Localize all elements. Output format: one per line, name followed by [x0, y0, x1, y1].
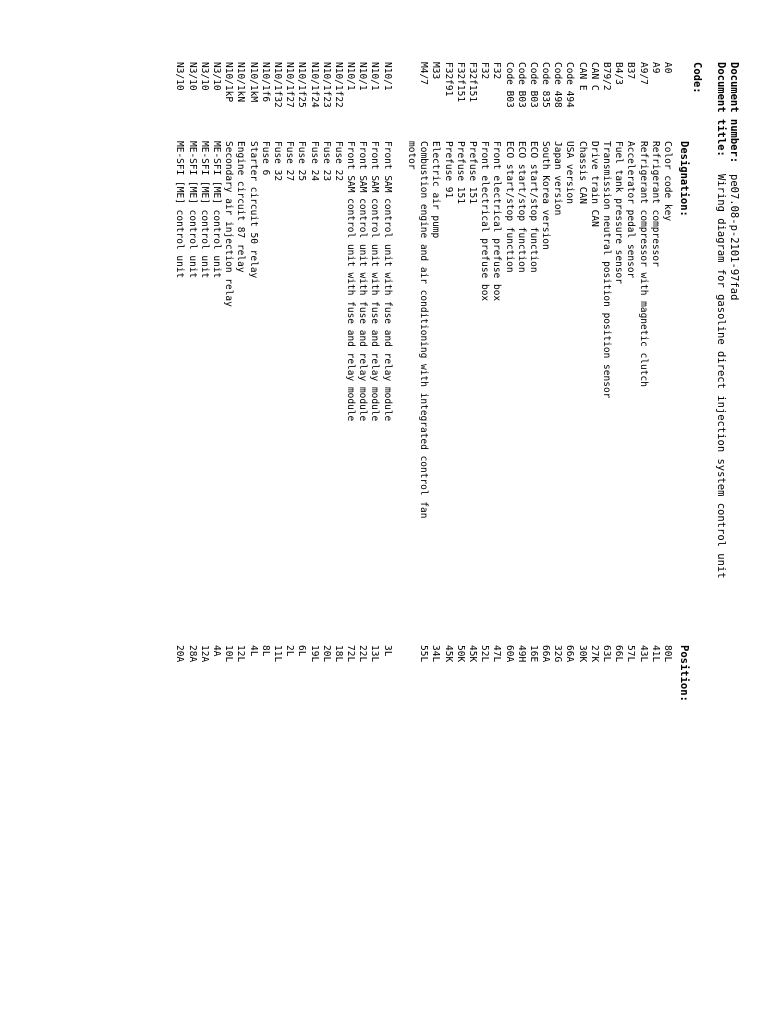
position-cell: 45K — [442, 645, 454, 663]
position-cell: 43L — [637, 645, 649, 663]
document-title-row — [714, 62, 727, 579]
position-cell: 80L — [662, 645, 673, 663]
position-cell: 60A — [503, 645, 515, 663]
table-row — [612, 0, 624, 1024]
designation-cell: Color code key — [662, 141, 673, 222]
position-cell: 16E — [527, 645, 539, 663]
designation-cell: Fuse 32 — [272, 141, 283, 182]
code-column-header: Code: — [691, 62, 703, 94]
designation-cell: Transmission neutral position position sensor — [601, 141, 613, 399]
document-number-row — [727, 62, 740, 300]
code-cell: Code B03 — [515, 62, 527, 108]
designation-cell: Starter circuit 50 relay — [247, 141, 259, 279]
table-row — [344, 0, 356, 1024]
table-row — [320, 0, 332, 1024]
position-cell: 2L — [284, 645, 296, 657]
code-cell: Code 835 — [540, 62, 552, 108]
table-row — [307, 0, 319, 1024]
position-column-header: Position: — [678, 645, 690, 702]
designation-cell: Fuse 23 — [320, 141, 332, 182]
table-row — [198, 0, 210, 1024]
position-cell: 20A — [174, 645, 186, 663]
designation-column-header: Designation: — [678, 141, 690, 217]
designation-cell: Fuse 6 — [259, 141, 271, 176]
code-cell: N10/1kP — [223, 62, 235, 103]
designation-cell: Front electrical prefuse box — [491, 141, 503, 302]
document-title-label: Document title: — [715, 62, 727, 157]
code-cell: N10/1 — [345, 62, 357, 91]
position-cell: 30K — [576, 645, 588, 663]
position-cell: 47L — [491, 645, 503, 663]
table-row — [210, 0, 222, 1024]
table-row — [466, 0, 478, 1024]
position-cell: 72L — [345, 645, 357, 663]
table-row — [441, 0, 453, 1024]
designation-cell: Accelerator pedal sensor — [625, 141, 637, 279]
code-cell: N10/1f23 — [320, 62, 332, 108]
designation-cell: ECO start/stop function — [527, 141, 539, 273]
position-cell: 19L — [308, 645, 320, 663]
position-cell: 57L — [625, 645, 637, 663]
position-cell: 32G — [552, 645, 564, 663]
position-cell: 66L — [613, 645, 625, 663]
code-cell: N3/10 — [198, 62, 210, 91]
document-title-value: Wiring diagram for gasoline direct injection system control unit — [715, 174, 727, 579]
legend-table — [173, 0, 673, 1024]
table-row — [490, 0, 502, 1024]
table-row — [283, 0, 295, 1024]
position-cell: 3L — [381, 645, 393, 657]
position-cell: 6L — [296, 645, 308, 657]
designation-cell: Front SAM control unit with fuse and relay module — [345, 141, 357, 422]
code-cell: B37 — [625, 62, 637, 80]
code-cell: A9/7 — [637, 62, 649, 85]
table-row — [454, 0, 466, 1024]
table-row — [295, 0, 307, 1024]
code-cell: N10/1 — [357, 62, 369, 91]
code-cell: M4/7 — [418, 62, 430, 85]
code-cell: N10/1kN — [235, 62, 247, 103]
position-cell: 66A — [540, 645, 552, 663]
code-cell: Code B03 — [503, 62, 515, 108]
table-row — [649, 0, 661, 1024]
designation-cell: Fuse 27 — [284, 141, 296, 182]
designation-cell: Front SAM control unit with fuse and relay module — [369, 141, 381, 422]
position-cell: 52L — [479, 645, 491, 663]
code-cell: Code 498 — [552, 62, 564, 108]
code-cell: N10/1f6 — [259, 62, 271, 103]
position-cell: 4A — [211, 645, 223, 657]
table-row — [368, 0, 380, 1024]
code-cell: A0 — [662, 62, 673, 74]
designation-cell: Drive train CAN — [588, 141, 600, 227]
position-cell: 63L — [601, 645, 613, 663]
position-cell: 22L — [357, 645, 369, 663]
designation-cell: motor — [406, 141, 418, 170]
designation-cell: Combustion engine and air conditioning with integrated control fan — [418, 141, 430, 519]
designation-cell: Fuse 25 — [296, 141, 308, 182]
document-number-label: Document number: — [728, 62, 740, 164]
position-cell: 8L — [259, 645, 271, 657]
table-row — [502, 0, 514, 1024]
designation-cell: ECO start/stop function — [503, 141, 515, 273]
code-cell: N10/1f27 — [284, 62, 296, 108]
designation-cell: Engine circuit 87 relay — [235, 141, 247, 273]
designation-cell: ME-SFI [ME] control unit — [186, 141, 198, 279]
code-cell: F32 — [479, 62, 491, 80]
table-row — [636, 0, 648, 1024]
designation-cell: Refrigerant compressor with magnetic clutch — [637, 141, 649, 387]
position-cell: 50K — [454, 645, 466, 663]
table-row — [429, 0, 441, 1024]
position-cell: 66A — [564, 645, 576, 663]
designation-cell: Prefuse 151 — [454, 141, 466, 204]
position-cell: 11L — [272, 645, 283, 663]
code-cell: Code B03 — [527, 62, 539, 108]
table-row — [588, 0, 600, 1024]
designation-cell: ME-SFI [ME] control unit — [174, 141, 186, 279]
position-cell: 49H — [515, 645, 527, 663]
designation-cell: Prefuse 151 — [467, 141, 478, 204]
table-row — [417, 0, 429, 1024]
designation-cell: Electric air pump — [430, 141, 442, 239]
table-row — [356, 0, 368, 1024]
table-row — [222, 0, 234, 1024]
designation-cell: Front electrical prefuse box — [479, 141, 491, 302]
code-cell: N10/1f24 — [308, 62, 320, 108]
position-cell: 34L — [430, 645, 442, 663]
designation-cell: Secondary air injection relay — [223, 141, 235, 307]
position-cell: 18L — [332, 645, 344, 663]
code-cell: N10/1kM — [247, 62, 259, 103]
designation-cell: Fuse 22 — [332, 141, 344, 182]
code-cell: N10/1f32 — [272, 62, 283, 108]
code-cell: F32f151 — [454, 62, 466, 103]
position-cell: 12L — [235, 645, 247, 663]
table-row — [600, 0, 612, 1024]
table-row — [576, 0, 588, 1024]
designation-cell: ME-SFI [ME] control unit — [211, 141, 223, 279]
table-row — [405, 0, 417, 1024]
designation-cell: Front SAM control unit with fuse and relay module — [381, 141, 393, 422]
code-cell: F32 — [491, 62, 503, 80]
designation-cell: Fuse 24 — [308, 141, 320, 182]
position-cell: 45K — [467, 645, 478, 663]
code-cell: N3/10 — [211, 62, 223, 91]
code-cell: B79/2 — [601, 62, 613, 91]
code-cell: M33 — [430, 62, 442, 80]
table-row — [478, 0, 490, 1024]
table-row — [551, 0, 563, 1024]
code-cell: F32f151 — [467, 62, 478, 103]
table-row — [259, 0, 271, 1024]
position-cell: 13L — [369, 645, 381, 663]
table-row — [234, 0, 246, 1024]
table-row — [246, 0, 258, 1024]
code-cell: CAN E — [576, 62, 588, 91]
table-row — [271, 0, 283, 1024]
designation-cell: Refrigerant compressor — [649, 141, 661, 267]
table-row — [332, 0, 344, 1024]
table-row — [539, 0, 551, 1024]
code-cell: N3/10 — [186, 62, 198, 91]
designation-cell: South Korea version — [540, 141, 552, 250]
code-cell: A9 — [649, 62, 661, 74]
code-cell: N10/1f22 — [332, 62, 344, 108]
designation-cell: Japan version — [552, 141, 564, 216]
code-cell: B4/3 — [613, 62, 625, 85]
table-row — [527, 0, 539, 1024]
designation-cell: Front SAM control unit with fuse and relay module — [357, 141, 369, 422]
table-row — [624, 0, 636, 1024]
table-row — [661, 0, 673, 1024]
designation-cell: USA version — [564, 141, 576, 204]
designation-cell: Fuel tank pressure sensor — [613, 141, 625, 284]
table-row — [563, 0, 575, 1024]
designation-cell: Chassis CAN — [576, 141, 588, 204]
code-cell: N10/1 — [381, 62, 393, 91]
code-cell: N10/1 — [369, 62, 381, 91]
code-cell: N3/10 — [174, 62, 186, 91]
position-cell: 41L — [649, 645, 661, 663]
designation-cell: Prefuse 91 — [442, 141, 454, 199]
table-row — [515, 0, 527, 1024]
code-cell: CAN C — [588, 62, 600, 91]
designation-cell: ME-SFI [ME] control unit — [198, 141, 210, 279]
table-row — [173, 0, 185, 1024]
position-cell: 55L — [418, 645, 430, 663]
table-row — [381, 0, 393, 1024]
position-cell: 12A — [198, 645, 210, 663]
position-cell: 28A — [186, 645, 198, 663]
designation-cell: ECO start/stop function — [515, 141, 527, 273]
position-cell: 20L — [320, 645, 332, 663]
document-number-value: pe07.08-p-2101-97fad — [728, 174, 740, 301]
code-cell: N10/1f25 — [296, 62, 308, 108]
code-cell: F32f91 — [442, 62, 454, 97]
position-cell: 10L — [223, 645, 235, 663]
code-cell: Code 494 — [564, 62, 576, 108]
position-cell: 4L — [247, 645, 259, 657]
position-cell: 27K — [588, 645, 600, 663]
table-row — [186, 0, 198, 1024]
